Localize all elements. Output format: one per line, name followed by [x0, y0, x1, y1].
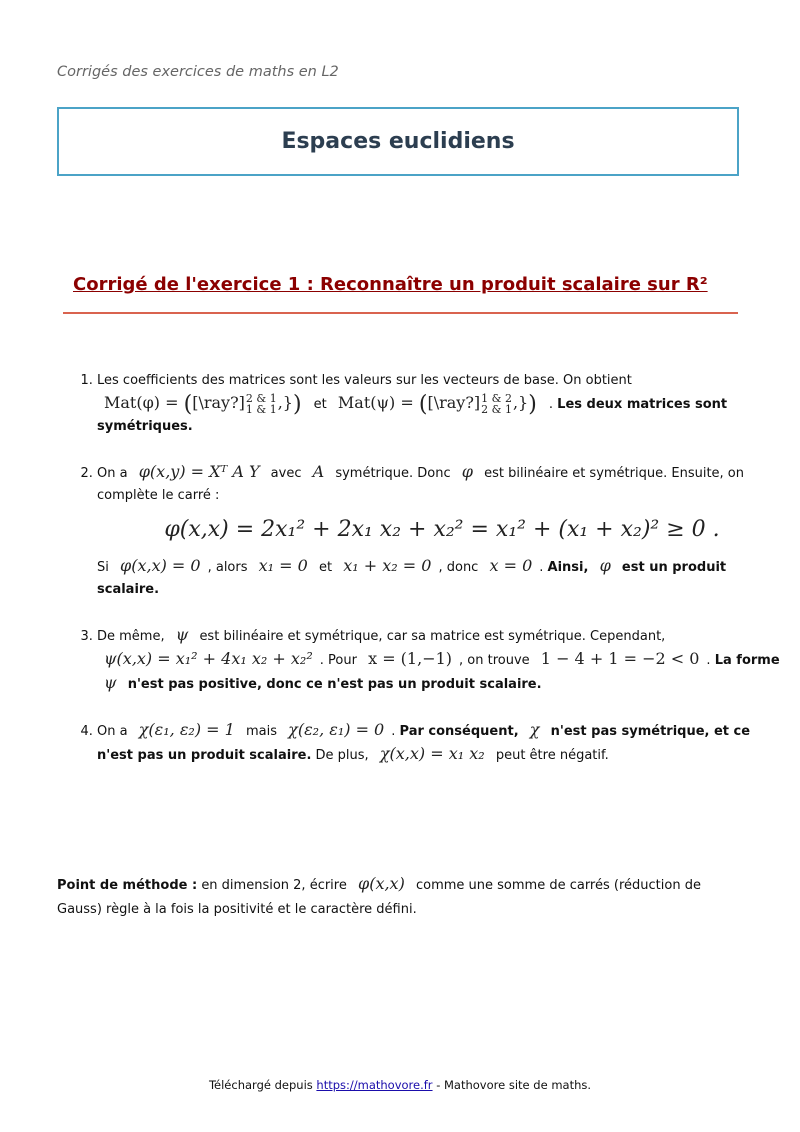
- formula-negative: 1 − 4 + 1 = −2 < 0: [540, 649, 700, 668]
- item-3-text: De même,: [97, 629, 165, 644]
- item-4-conclusion: n'est pas symétrique, et ce n'est pas un produit scalaire.: [97, 724, 751, 763]
- item-3-text: est bilinéaire et symétrique, car sa matrice est symétrique. Cependant,: [199, 629, 666, 644]
- formula-a: A: [312, 462, 325, 481]
- item-4-text: mais: [245, 724, 277, 739]
- footer-prefix: Téléchargé depuis: [208, 1078, 313, 1092]
- formula-chi-21: χ(ε₂, ε₁) = 0: [288, 720, 385, 739]
- formula-phi-xx: φ(x,x): [358, 874, 405, 893]
- footer-suffix: - Mathovore site de maths.: [436, 1078, 592, 1092]
- item-4-text: De plus,: [315, 748, 369, 763]
- formula-phi: φ: [461, 462, 473, 481]
- formula-chi-xx: χ(x,x) = x₁ x₂: [379, 744, 485, 763]
- method-label: Point de méthode :: [57, 878, 198, 893]
- matrix-phi-row2: 1 & 1: [245, 402, 277, 416]
- section-heading: Corrigé de l'exercice 1 : Reconnaître un produit scalaire sur R²: [73, 274, 708, 295]
- formula-psi-expr: ψ(x,x) = x₁² + 4x₁ x₂ + x₂²: [104, 649, 313, 668]
- formula-psi: ψ: [175, 625, 189, 644]
- method-note: [57, 872, 747, 922]
- matrix-phi-body: [\ray?]: [192, 393, 245, 412]
- item-2-text: .: [539, 560, 544, 575]
- item-3-text: , on trouve: [459, 653, 530, 668]
- item-4-text: .: [391, 724, 396, 739]
- matrix-psi-label: Mat(ψ) =: [337, 393, 414, 412]
- item-2-text: Si: [97, 560, 109, 575]
- item-2-text: est bilinéaire et symétrique. Ensuite, on complète le carré :: [97, 466, 744, 503]
- item-4-text: peut être négatif.: [495, 748, 609, 763]
- section-divider: [63, 312, 738, 314]
- display-formula: φ(x,x) = 2x₁² + 2x₁ x₂ + x₂² = x₁² + (x₁ + x₂)² ≥ 0 .: [164, 517, 720, 542]
- matrix-psi-row2: 2 & 1: [481, 402, 512, 416]
- item-2-bold: Ainsi,: [547, 560, 589, 575]
- footer-link[interactable]: https://mathovore.fr: [316, 1078, 433, 1092]
- item-4-text: On a: [97, 724, 128, 739]
- item-1-intro: Les coefficients des matrices sont les valeurs sur les vecteurs de base. On obtient: [97, 373, 632, 388]
- matrix-psi-row1: 1 & 2: [481, 391, 512, 405]
- formula-phi: φ: [599, 556, 611, 575]
- answer-item-4: [97, 719, 787, 767]
- formula-phi-def: φ(x,y) = Xᵀ A Y: [138, 462, 260, 481]
- matrix-phi-label: Mat(φ) =: [104, 393, 179, 412]
- formula-x1-zero: x₁ = 0: [258, 556, 308, 575]
- item-3-bold: La forme: [714, 653, 780, 668]
- item-3-text: .: [706, 653, 711, 668]
- item-2-text: et: [319, 560, 333, 575]
- answer-item-2: [97, 461, 787, 601]
- page-title: Espaces euclidiens: [281, 129, 515, 154]
- answer-list: [57, 370, 787, 790]
- formula-chi-12: χ(ε₁, ε₂) = 1: [138, 720, 235, 739]
- answer-item-1: 1. Les coefficients des matrices sont les valeurs sur les vecteurs de base. On obtient Mat(φ) = ([\ray?]2 & 1 1 & 1,}) et Mat(ψ) = ([\ray?]1 & 2 2 & 1,}) . Les deux matrices sont symétriques.: [97, 370, 787, 438]
- title-box: [57, 107, 739, 176]
- method-text: comme une somme de carrés (réduction de Gauss) règle à la fois la positivité et le caractère défini.: [57, 878, 701, 917]
- formula-sum-zero: x₁ + x₂ = 0: [343, 556, 432, 575]
- item-1-connector: et: [313, 397, 327, 412]
- item-2-text: , donc: [438, 560, 479, 575]
- item-3-conclusion: n'est pas positive, donc ce n'est pas un produit scalaire.: [127, 677, 542, 692]
- page-header: Corrigés des exercices de maths en L2: [57, 64, 339, 80]
- matrix-phi: Mat(φ) = ([\ray?]2 & 1 1 & 1,}): [104, 391, 302, 417]
- footer: [0, 1078, 800, 1092]
- formula-psi: ψ: [104, 673, 117, 692]
- answer-item-3: [97, 624, 787, 696]
- item-2-text: , alors: [207, 560, 248, 575]
- formula-x-zero: x = 0: [489, 556, 533, 575]
- formula-phi-zero: φ(x,x) = 0: [120, 556, 201, 575]
- method-text: en dimension 2, écrire: [201, 878, 347, 893]
- item-4-bold: Par conséquent,: [399, 724, 519, 739]
- item-2-conclusion: est un produit scalaire.: [97, 560, 727, 597]
- item-2-text: On a: [97, 466, 128, 481]
- matrix-psi-body: [\ray?]: [427, 393, 481, 412]
- formula-chi: χ: [529, 720, 540, 739]
- matrix-phi-row1: 2 & 1: [245, 391, 277, 405]
- item-2-text: symétrique. Donc: [335, 466, 451, 481]
- item-1-conclusion: Les deux matrices sont symétriques.: [97, 397, 728, 434]
- formula-x-vector: x = (1,−1): [368, 649, 453, 668]
- matrix-psi: Mat(ψ) = ([\ray?]1 & 2 2 & 1,}): [337, 391, 537, 417]
- item-2-text: avec: [270, 466, 302, 481]
- item-3-text: . Pour: [319, 653, 357, 668]
